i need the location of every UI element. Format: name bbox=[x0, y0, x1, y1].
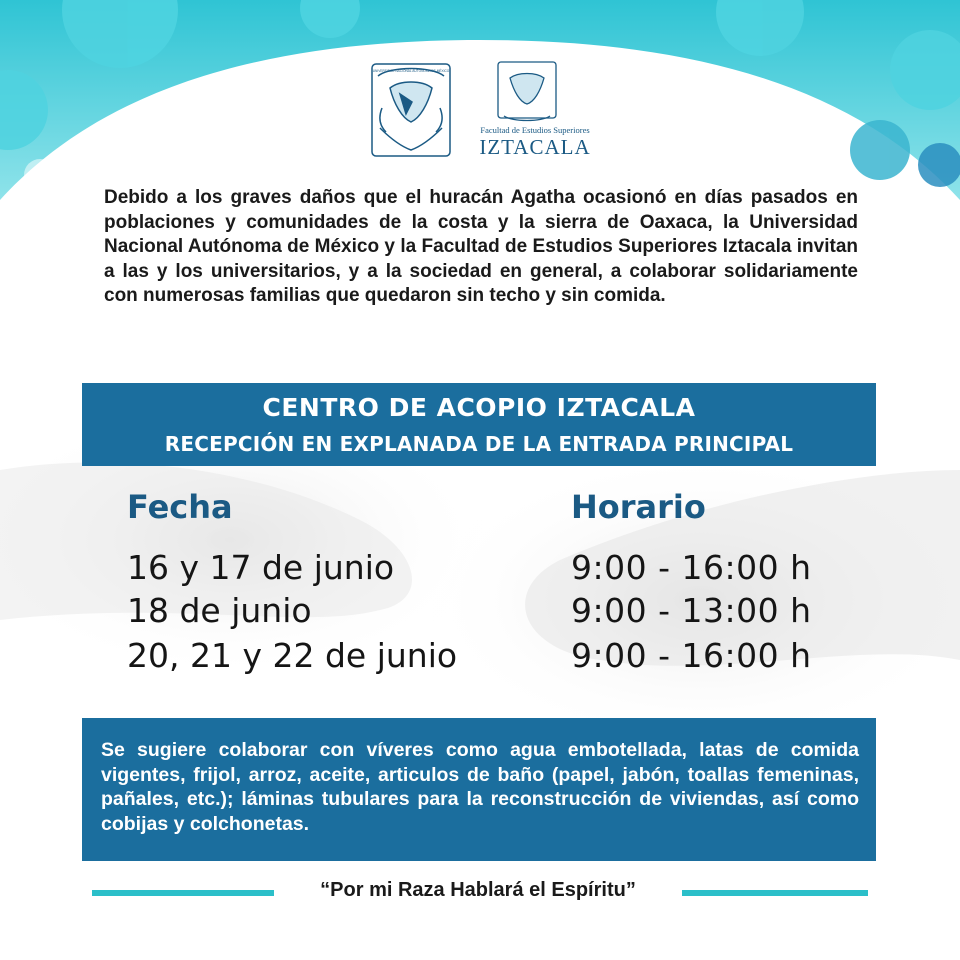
intro-paragraph: Debido a los graves daños que el huracán Agatha ocasionó en días pasados en poblaciones y comunidades de la costa y la sierra de Oaxaca, la Universidad Nacional Autónoma de México y la Facultad de Estudios Superiores Iztacala invitan a las y los universitarios, y a la sociedad en general, a colaborar solidariamente con numerosas familias que quedaron sin techo y sin comida. bbox=[104, 187, 858, 307]
logos-group bbox=[360, 58, 600, 162]
collection-center-banner bbox=[82, 383, 876, 466]
fes-caption: Facultad de Estudios Superiores bbox=[480, 125, 590, 135]
fes-name: IZTACALA bbox=[479, 135, 591, 159]
fes-iztacala-logo bbox=[498, 62, 556, 121]
donation-suggestion-text: Se sugiere colaborar con víveres como agua embotellada, latas de comida vigentes, frijol, arroz, aceite, articulos de baño (papel, jabón, toallas femeninas, pañales, etc.); láminas tubulares para la reconstrucción de viviendas, así como cobijas y colchonetas. bbox=[101, 739, 859, 835]
motto-divider-left bbox=[92, 890, 274, 896]
unam-seal-text: UNIVERSIDAD NACIONAL AUTÓNOMA DE MÉXICO bbox=[372, 69, 450, 73]
schedule-row bbox=[0, 636, 960, 680]
schedule-row bbox=[0, 548, 960, 592]
time-column-header: Horario bbox=[571, 488, 706, 526]
schedule-row bbox=[0, 591, 960, 635]
schedule-time: 9:00 - 13:00 h bbox=[571, 591, 812, 630]
schedule-time: 9:00 - 16:00 h bbox=[571, 636, 812, 675]
university-motto: “Por mi Raza Hablará el Espíritu” bbox=[320, 879, 636, 901]
banner-title: CENTRO DE ACOPIO IZTACALA bbox=[262, 393, 696, 422]
date-column-header: Fecha bbox=[127, 488, 233, 526]
schedule-date: 20, 21 y 22 de junio bbox=[127, 636, 458, 675]
schedule-date: 18 de junio bbox=[127, 591, 312, 630]
banner-subtitle: RECEPCIÓN EN EXPLANADA DE LA ENTRADA PRINCIPAL bbox=[164, 432, 794, 456]
unam-seal-icon bbox=[372, 64, 450, 156]
donation-suggestion-box bbox=[82, 718, 876, 861]
schedule-date: 16 y 17 de junio bbox=[127, 548, 395, 587]
motto-divider-right bbox=[682, 890, 868, 896]
schedule-time: 9:00 - 16:00 h bbox=[571, 548, 812, 587]
